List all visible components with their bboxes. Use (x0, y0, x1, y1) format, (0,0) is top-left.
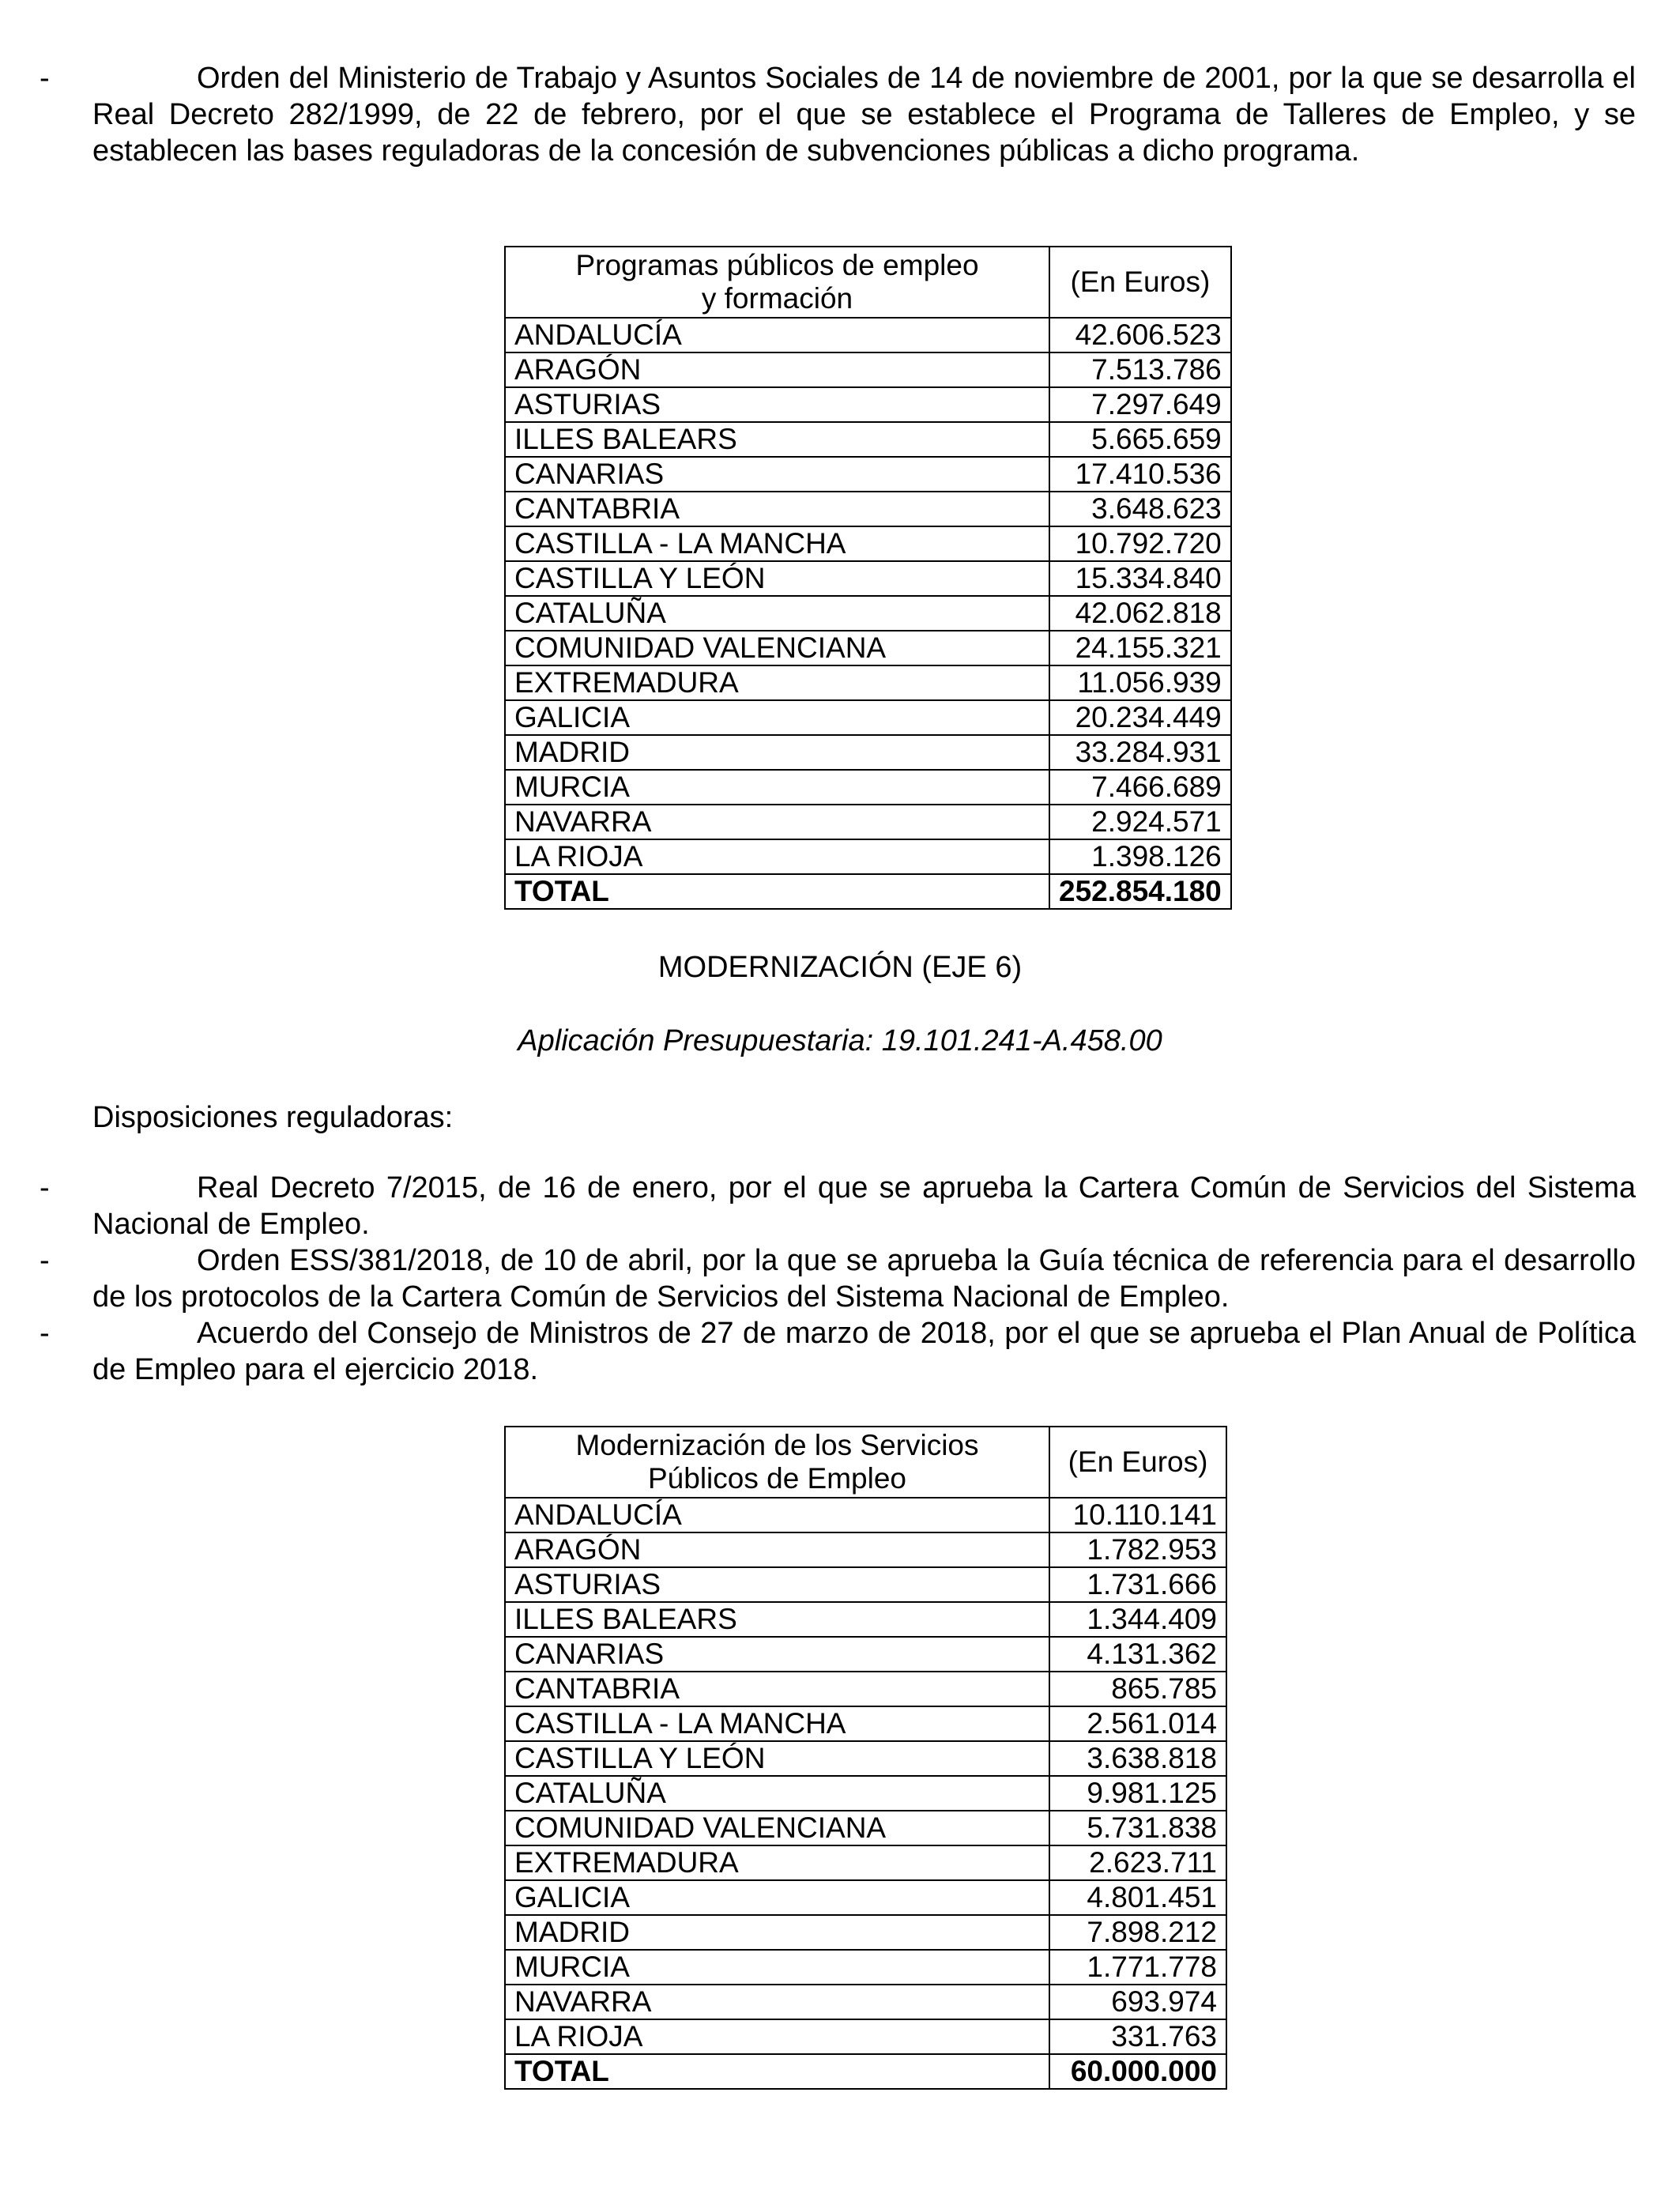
region-name: ILLES BALEARS (505, 422, 1049, 457)
list-item-orden-2001 (40, 60, 1636, 169)
total-label: TOTAL (505, 2054, 1049, 2089)
region-name: MADRID (505, 735, 1049, 770)
region-name: COMUNIDAD VALENCIANA (505, 631, 1049, 665)
region-name: ANDALUCÍA (505, 318, 1049, 352)
region-name: ILLES BALEARS (505, 1602, 1049, 1637)
region-name: CANARIAS (505, 1637, 1049, 1672)
region-name: CASTILLA Y LEÓN (505, 1741, 1049, 1776)
region-amount: 10.110.141 (1049, 1498, 1226, 1532)
item-text: Orden del Ministerio de Trabajo y Asuntos Sociales de 14 de noviembre de 2001, por la que se desarrolla el Real Decreto 282/1999, de 22 de febrero, por el que se establece el Programa de Talleres de Empleo, y se establecen las bases reguladoras de la concesión de subvenciones públicas a dicho programa. (92, 62, 1636, 168)
item-text: Real Decreto 7/2015, de 16 de enero, por el que se aprueba la Cartera Común de Servicios del Sistema Nacional de Empleo. (92, 1171, 1636, 1241)
region-amount: 42.062.818 (1049, 596, 1231, 631)
table-row (505, 1672, 1226, 1706)
region-name: MADRID (505, 1915, 1049, 1950)
bullet-dash: - (40, 1317, 50, 1350)
bullet-dash: - (40, 1244, 50, 1277)
table-row (505, 1950, 1226, 1985)
table-row (505, 422, 1231, 457)
header-line-1: Programas públicos de empleo (575, 249, 979, 281)
list-item-orden-ess-2018 (40, 1242, 1636, 1315)
region-name: MURCIA (505, 770, 1049, 805)
table-row (505, 1602, 1226, 1637)
region-amount: 33.284.931 (1049, 735, 1231, 770)
region-amount: 693.974 (1049, 1985, 1226, 2019)
table-programas-empleo (504, 246, 1232, 910)
region-amount: 11.056.939 (1049, 665, 1231, 700)
region-name: COMUNIDAD VALENCIANA (505, 1811, 1049, 1845)
region-amount: 3.648.623 (1049, 492, 1231, 526)
table-row (505, 1741, 1226, 1776)
region-amount: 7.466.689 (1049, 770, 1231, 805)
table-row (505, 1498, 1226, 1532)
list-item-real-decreto-2015 (40, 1170, 1636, 1242)
table-row (505, 1706, 1226, 1741)
region-name: GALICIA (505, 700, 1049, 735)
header-line-2: Públicos de Empleo (647, 1462, 907, 1495)
region-name: CASTILLA Y LEÓN (505, 561, 1049, 596)
table-row (505, 352, 1231, 387)
region-amount: 42.606.523 (1049, 318, 1231, 352)
table-total-row (505, 874, 1231, 909)
header-line-1: Modernización de los Servicios (575, 1429, 979, 1461)
table-header-program (505, 247, 1049, 318)
total-amount: 252.854.180 (1049, 874, 1231, 909)
table-row (505, 2019, 1226, 2054)
region-amount: 865.785 (1049, 1672, 1226, 1706)
total-amount: 60.000.000 (1049, 2054, 1226, 2089)
table-modernizacion (504, 1426, 1227, 2090)
region-amount: 7.513.786 (1049, 352, 1231, 387)
region-name: NAVARRA (505, 1985, 1049, 2019)
region-name: CANTABRIA (505, 1672, 1049, 1706)
region-name: CATALUÑA (505, 596, 1049, 631)
table-row (505, 1811, 1226, 1845)
region-amount: 4.131.362 (1049, 1637, 1226, 1672)
table-row (505, 1637, 1226, 1672)
region-amount: 7.898.212 (1049, 1915, 1226, 1950)
table-header-unit: (En Euros) (1049, 1427, 1226, 1498)
table-header-row (505, 247, 1231, 318)
region-amount: 5.665.659 (1049, 422, 1231, 457)
region-amount: 1.398.126 (1049, 839, 1231, 874)
item-text: Acuerdo del Consejo de Ministros de 27 de marzo de 2018, por el que se aprueba el Plan Anual de Política de Empleo para el ejercicio 2018. (92, 1317, 1636, 1386)
section-heading: MODERNIZACIÓN (EJE 6) (657, 951, 1023, 984)
region-name: ASTURIAS (505, 1567, 1049, 1602)
region-name: ARAGÓN (505, 352, 1049, 387)
region-amount: 10.792.720 (1049, 526, 1231, 561)
region-name: LA RIOJA (505, 839, 1049, 874)
table-row (505, 665, 1231, 700)
region-amount: 1.782.953 (1049, 1532, 1226, 1567)
region-name: CATALUÑA (505, 1776, 1049, 1811)
region-amount: 24.155.321 (1049, 631, 1231, 665)
table-row (505, 700, 1231, 735)
table-row (505, 1880, 1226, 1915)
table-row (505, 1532, 1226, 1567)
item-text: Orden ESS/381/2018, de 10 de abril, por la que se aprueba la Guía técnica de referencia para el desarrollo de los protocolos de la Cartera Común de Servicios del Sistema Nacional de Empleo. (92, 1244, 1636, 1314)
table-row (505, 596, 1231, 631)
region-name: ANDALUCÍA (505, 1498, 1049, 1532)
bullet-dash: - (40, 1171, 50, 1204)
table-header-unit: (En Euros) (1049, 247, 1231, 318)
header-line-2: y formación (701, 282, 853, 315)
table-row (505, 1845, 1226, 1880)
region-amount: 1.731.666 (1049, 1567, 1226, 1602)
table-row (505, 387, 1231, 422)
table-row (505, 526, 1231, 561)
total-label: TOTAL (505, 874, 1049, 909)
table-row (505, 735, 1231, 770)
region-name: MURCIA (505, 1950, 1049, 1985)
region-amount: 3.638.818 (1049, 1741, 1226, 1776)
table-row (505, 805, 1231, 839)
region-amount: 1.344.409 (1049, 1602, 1226, 1637)
table-row (505, 1567, 1226, 1602)
region-amount: 2.924.571 (1049, 805, 1231, 839)
region-amount: 7.297.649 (1049, 387, 1231, 422)
region-name: CASTILLA - LA MANCHA (505, 1706, 1049, 1741)
table-row (505, 839, 1231, 874)
region-name: CANARIAS (505, 457, 1049, 492)
table-row (505, 318, 1231, 352)
region-name: ASTURIAS (505, 387, 1049, 422)
bullet-dash: - (40, 62, 50, 95)
table-row (505, 561, 1231, 596)
disposiciones-label: Disposiciones reguladoras: (92, 1101, 454, 1134)
table-row (505, 492, 1231, 526)
region-amount: 5.731.838 (1049, 1811, 1226, 1845)
budget-application-line: Aplicación Presupuestaria: 19.101.241-A.458.00 (518, 1024, 1162, 1057)
region-name: GALICIA (505, 1880, 1049, 1915)
region-amount: 15.334.840 (1049, 561, 1231, 596)
region-amount: 2.623.711 (1049, 1845, 1226, 1880)
table-header-program (505, 1427, 1049, 1498)
region-amount: 331.763 (1049, 2019, 1226, 2054)
region-name: NAVARRA (505, 805, 1049, 839)
region-name: CANTABRIA (505, 492, 1049, 526)
region-amount: 9.981.125 (1049, 1776, 1226, 1811)
table-row (505, 1776, 1226, 1811)
list-item-acuerdo-2018 (40, 1315, 1636, 1388)
table-row (505, 1985, 1226, 2019)
region-amount: 17.410.536 (1049, 457, 1231, 492)
region-name: EXTREMADURA (505, 665, 1049, 700)
region-name: CASTILLA - LA MANCHA (505, 526, 1049, 561)
table-header-row (505, 1427, 1226, 1498)
region-name: LA RIOJA (505, 2019, 1049, 2054)
table-row (505, 1915, 1226, 1950)
table-row (505, 457, 1231, 492)
region-amount: 20.234.449 (1049, 700, 1231, 735)
region-amount: 1.771.778 (1049, 1950, 1226, 1985)
table-total-row (505, 2054, 1226, 2089)
region-amount: 2.561.014 (1049, 1706, 1226, 1741)
table-row (505, 631, 1231, 665)
region-amount: 4.801.451 (1049, 1880, 1226, 1915)
region-name: ARAGÓN (505, 1532, 1049, 1567)
region-name: EXTREMADURA (505, 1845, 1049, 1880)
table-row (505, 770, 1231, 805)
